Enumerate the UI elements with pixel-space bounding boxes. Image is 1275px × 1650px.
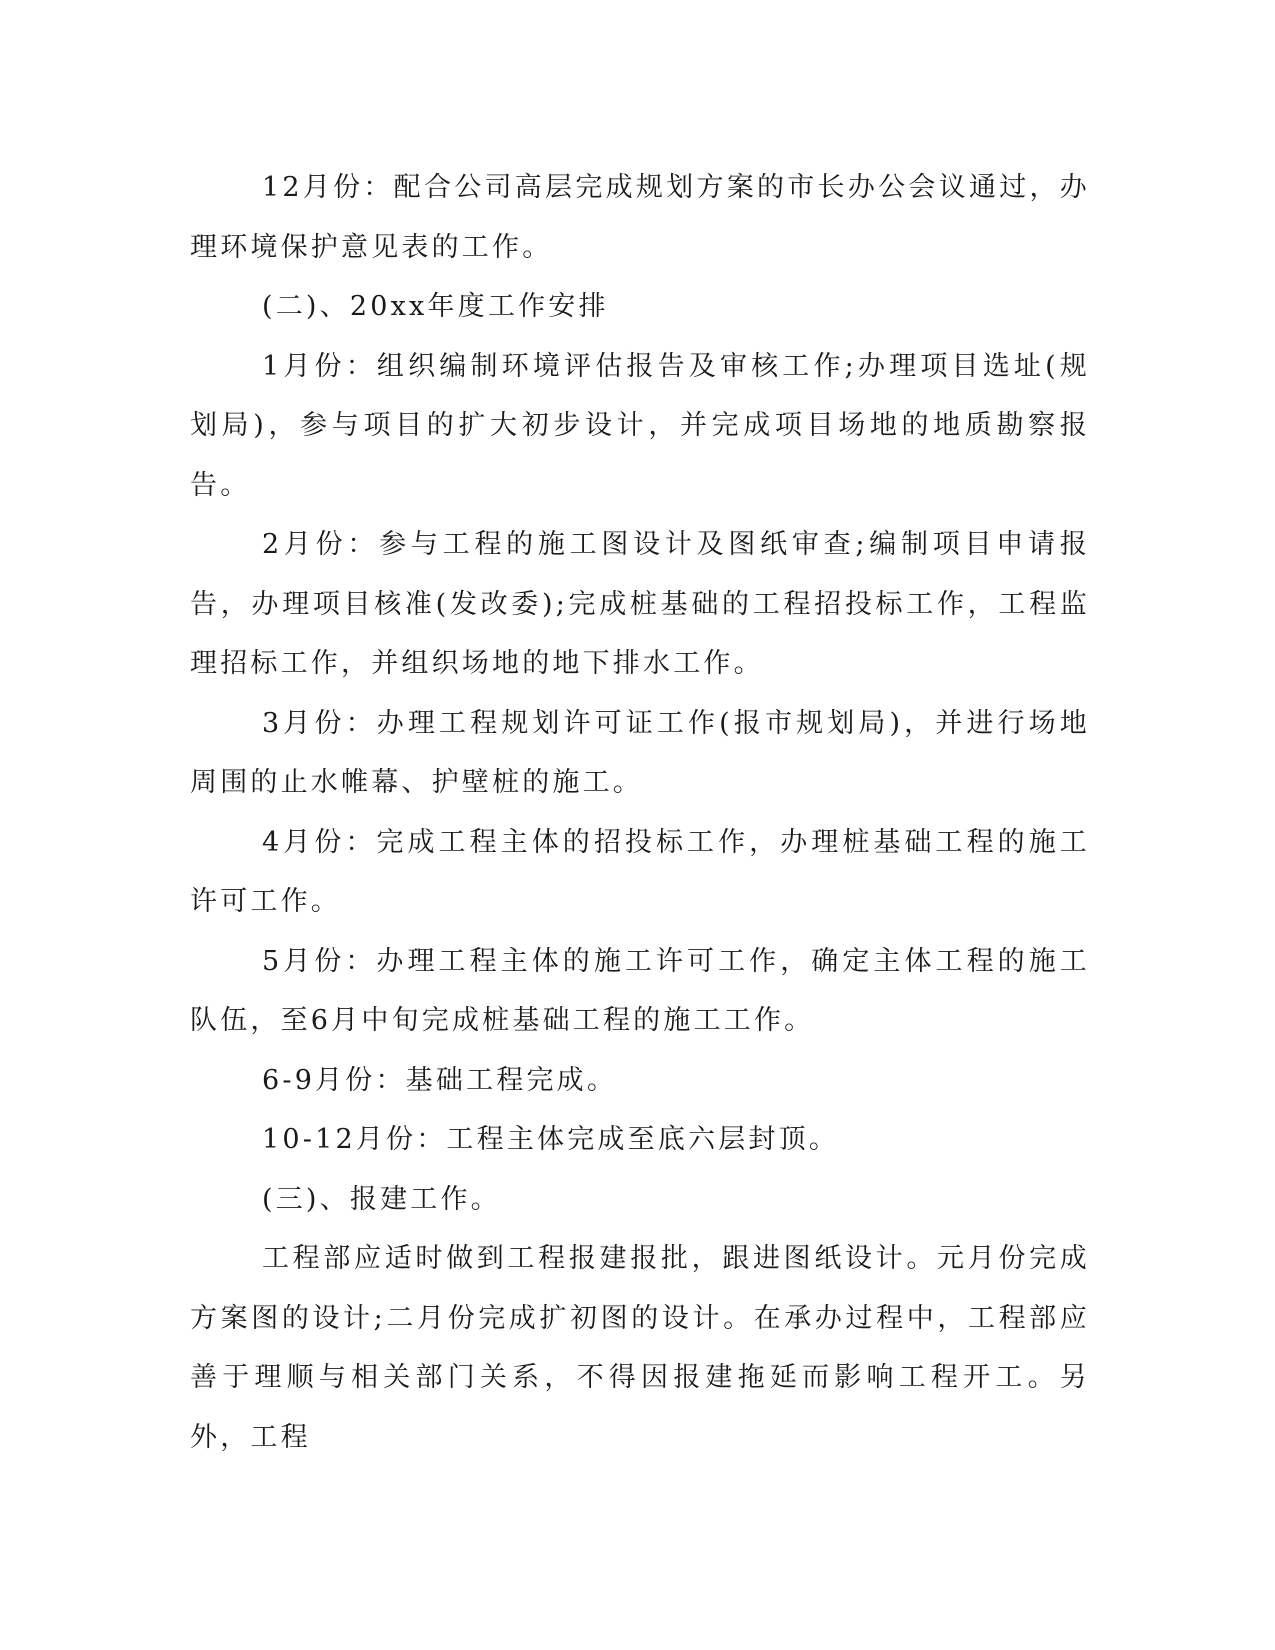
section-heading-permits: (三)、报建工作。 — [262, 1183, 501, 1215]
paragraph-march: 3月份：办理工程规划许可证工作(报市规划局)，并进行场地周围的止水帷幕、护壁桩的施工。 — [190, 707, 1090, 798]
paragraph-permit-work: 工程部应适时做到工程报建报批，跟进图纸设计。元月份完成方案图的设计;二月份完成扩初图的设计。在承办过程中，工程部应善于理顺与相关部门关系，不得因报建拖延而影响工程开工。另外，工程 — [190, 1243, 1090, 1453]
paragraph-april: 4月份：完成工程主体的招投标工作，办理桩基础工程的施工许可工作。 — [190, 826, 1090, 917]
paragraph-january: 1月份：组织编制环境评估报告及审核工作;办理项目选址(规划局)，参与项目的扩大初步设计，并完成项目场地的地质勘察报告。 — [190, 350, 1090, 501]
paragraph-june-september: 6-9月份：基础工程完成。 — [262, 1064, 618, 1096]
paragraph-december-plan: 12月份：配合公司高层完成规划方案的市长办公会议通过，办理环境保护意见表的工作。 — [190, 172, 1090, 263]
paragraph-october-december: 10-12月份：工程主体完成至底六层封顶。 — [262, 1124, 840, 1155]
paragraph-february: 2月份：参与工程的施工图设计及图纸审查;编制项目申请报告，办理项目核准(发改委);完成桩基础的工程招投标工作，工程监理招标工作，并组织场地的地下排水工作。 — [190, 529, 1090, 679]
document-body — [190, 158, 1090, 1467]
paragraph-may: 5月份：办理工程主体的施工许可工作，确定主体工程的施工队伍，至6月中旬完成桩基础工程的施工工作。 — [190, 945, 1090, 1036]
section-heading-annual-arrangement: (二)、20xx年度工作安排 — [262, 291, 609, 322]
